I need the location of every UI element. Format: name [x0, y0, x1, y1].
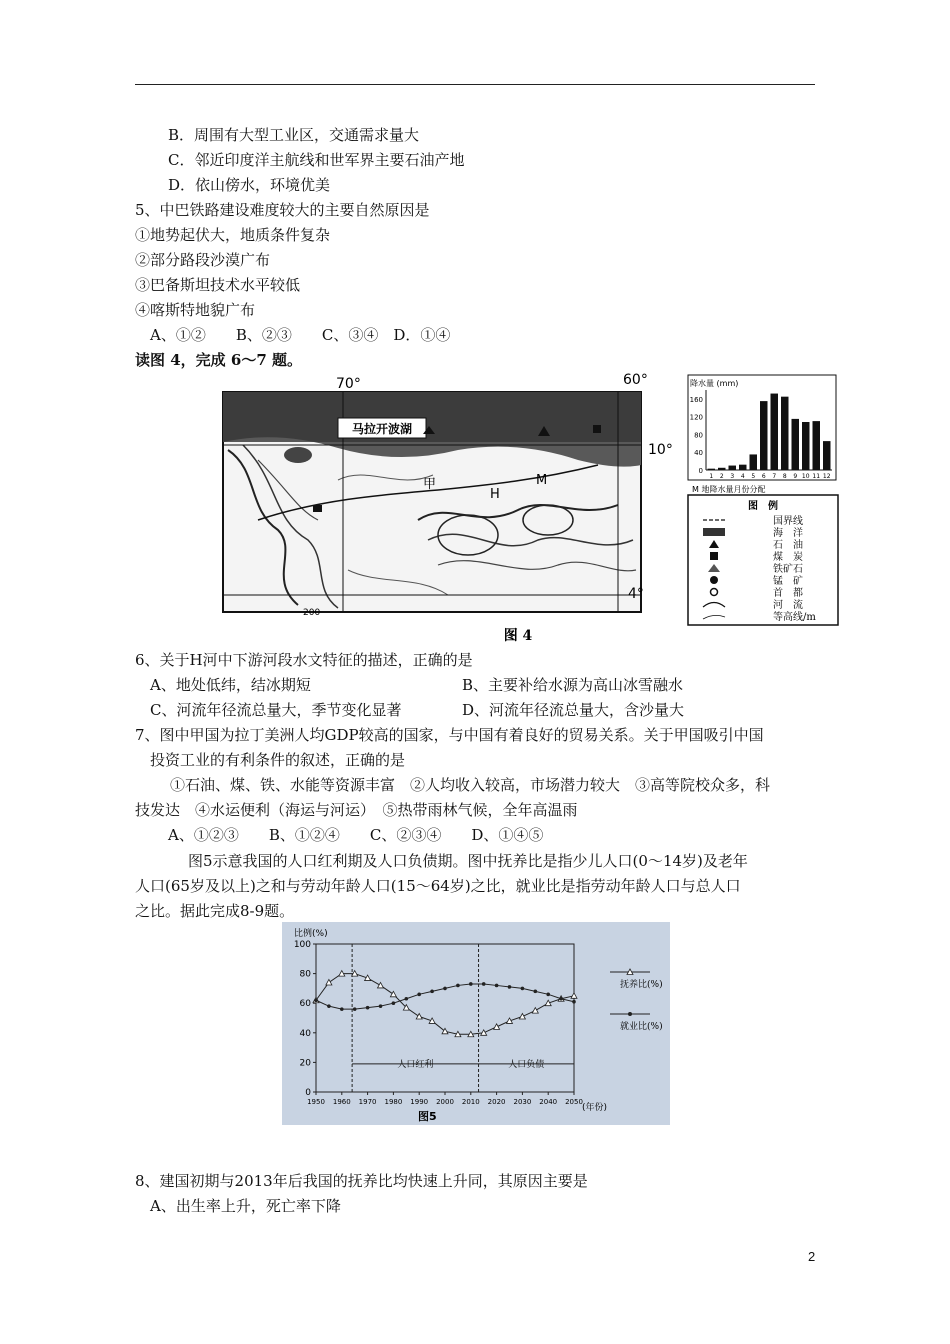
- fig5-legend-label: 就业比(%): [620, 1022, 663, 1032]
- legend-item-label: 河 流: [773, 600, 803, 611]
- fig5-point: [494, 1024, 500, 1030]
- inset-ytick-label: 40: [694, 449, 703, 458]
- figure4-intro: 读图 4，完成 6～7 题。: [135, 351, 302, 369]
- map-legend: [688, 495, 838, 625]
- inset-ytick-label: 0: [698, 467, 703, 475]
- legend-item-label: 石 油: [773, 540, 803, 551]
- figure-4: [218, 370, 858, 645]
- question-8: 8、建国初期与2013年后我国的抚养比均快速上升同，其原因主要是: [135, 1172, 588, 1190]
- lat-4-label: 4°: [628, 586, 644, 602]
- fig5-xtick-label: 2020: [487, 1098, 506, 1106]
- q4-option-b: B．周围有大型工业区，交通需求量大: [168, 126, 420, 144]
- fig5-point: [559, 997, 563, 1001]
- fig5-xtick-label: 1950: [307, 1098, 325, 1106]
- fig5-ytick-label: 20: [299, 1058, 311, 1069]
- fig5-point: [546, 993, 550, 997]
- figure4-caption: 图 4: [503, 628, 533, 644]
- legend-item-label: 煤 炭: [773, 552, 803, 563]
- fig5-point: [519, 1014, 525, 1020]
- country-jia-label: 甲: [423, 477, 437, 492]
- q5-item-3: ③巴备斯坦技术水平较低: [135, 276, 301, 294]
- page-number: 2: [808, 1249, 816, 1264]
- q4-option-c: C．邻近印度洋主航线和世军界主要石油产地: [168, 151, 465, 169]
- fig5-series-line: [316, 974, 574, 1035]
- lake-label: 马拉开波湖: [351, 422, 413, 436]
- inset-bar: [771, 394, 779, 470]
- inset-xlabel: M 地降水量月份分配: [692, 485, 766, 494]
- river-h-label: H: [490, 487, 500, 502]
- fig5-point: [405, 997, 409, 1001]
- inset-ylabel: 降水量 (mm): [690, 379, 739, 388]
- annotation-demographic-debt: 人口负债: [508, 1059, 545, 1070]
- inset-ytick-label: 80: [694, 431, 703, 440]
- inset-bar: [739, 465, 747, 470]
- figure5-intro-line2: 人口(65岁及以上)之和与劳动年龄人口(15～64岁)之比，就业比是指劳动年龄人口与总人口: [135, 877, 741, 895]
- inset-bar: [729, 466, 737, 470]
- fig5-ytick-label: 0: [305, 1088, 311, 1098]
- q6-option-d: D、河流年径流总量大，含沙量大: [462, 701, 685, 719]
- fig5-point: [572, 1000, 576, 1004]
- site-m-label: M: [536, 473, 548, 488]
- fig5-xtick-label: 1960: [332, 1098, 351, 1106]
- fig5-point: [534, 990, 538, 994]
- q6-option-a: A、地处低纬，结冰期短: [150, 676, 311, 694]
- q5-item-4: ④喀斯特地貌广布: [135, 301, 256, 319]
- inset-bar: [823, 441, 831, 470]
- header-rule: [135, 84, 815, 85]
- inset-bar: [718, 468, 726, 470]
- fig5-ytick-label: 60: [299, 999, 311, 1010]
- q7-items-line1: ①石油、煤、铁、水能等资源丰富 ②人均收入较高，市场潜力较大 ③高等院校众多，科: [170, 776, 771, 794]
- fig5-point: [532, 1008, 538, 1014]
- inset-bar: [708, 469, 716, 470]
- question-7-line2: 投资工业的有利条件的叙述，正确的是: [150, 751, 406, 769]
- fig5-point: [378, 982, 384, 988]
- figure-5: [282, 922, 670, 1125]
- fig5-point: [390, 991, 396, 997]
- fig5-point: [430, 990, 434, 994]
- fig5-xtick-label: 2000: [436, 1098, 454, 1106]
- inset-xtick-label: 2: [719, 473, 724, 480]
- legend-item-label: 首 都: [773, 588, 803, 599]
- fig5-point: [571, 993, 577, 999]
- question-6: 6、关于H河中下游河段水文特征的描述，正确的是: [135, 651, 473, 669]
- fig5-point: [392, 1001, 396, 1005]
- legend-item-label: 国界线: [773, 516, 803, 527]
- fig5-point: [366, 1006, 370, 1010]
- fig5-xtick-label: 2050: [565, 1098, 583, 1106]
- question-5: 5、中巴铁路建设难度较大的主要自然原因是: [135, 201, 430, 219]
- inset-xtick-label: 3: [730, 473, 735, 480]
- fig5-ytick-label: 100: [293, 940, 311, 950]
- fig5-point: [417, 993, 421, 997]
- inset-ytick-label: 160: [689, 395, 703, 404]
- fig5-point: [340, 1007, 344, 1011]
- inset-bar: [781, 397, 789, 470]
- figure5-intro-line3: 之比。据此完成8-9题。: [135, 902, 295, 920]
- fig5-point: [508, 985, 512, 989]
- legend-item-label: 铁矿石: [773, 564, 803, 575]
- fig5-ytick-label: 80: [299, 969, 311, 980]
- fig5-point: [326, 979, 332, 985]
- lon-60-label: 60°: [623, 372, 648, 388]
- fig5-xtick-label: 1990: [410, 1098, 429, 1106]
- inset-xtick-label: 4: [740, 473, 745, 480]
- q5-item-1: ①地势起伏大，地质条件复杂: [135, 226, 331, 244]
- fig5-point: [495, 984, 499, 988]
- fig5-legend-label: 抚养比(%): [620, 980, 663, 990]
- fig5-point: [416, 1014, 422, 1020]
- inset-ytick-label: 120: [689, 413, 703, 422]
- fig5-ylabel: 比例(%): [294, 929, 328, 939]
- fig5-xtick-label: 2040: [539, 1098, 558, 1106]
- inset-xtick-label: 6: [761, 473, 766, 480]
- inset-xtick-label: 9: [793, 473, 798, 480]
- inset-xtick-label: 7: [772, 473, 777, 480]
- fig5-point: [314, 998, 318, 1002]
- q7-answers: A、①②③ B、①②④ C、②③④ D、①④⑤: [168, 826, 544, 844]
- fig5-xtick-label: 2030: [513, 1098, 532, 1106]
- inset-xtick-label: 1: [709, 473, 714, 480]
- fig5-caption: 图5: [418, 1110, 437, 1123]
- contour-label: 200: [303, 608, 321, 618]
- legend-item-label: 海 洋: [773, 528, 803, 539]
- legend-title: 图 例: [748, 501, 778, 512]
- fig5-xtick-label: 1970: [358, 1098, 377, 1106]
- question-7-line1: 7、图中甲国为拉丁美洲人均GDP较高的国家，与中国有着良好的贸易关系。关于甲国吸引中国: [135, 726, 764, 744]
- lat-10-label: 10°: [648, 442, 673, 458]
- q8-option-a: A、出生率上升，死亡率下降: [150, 1197, 341, 1215]
- fig5-point: [469, 982, 473, 986]
- inset-xtick-label: 5: [751, 473, 756, 480]
- figure5-intro-line1: 图5示意我国的人口红利期及人口负债期。图中抚养比是指少儿人口(0～14岁)及老年: [188, 852, 748, 870]
- inset-xtick-label: 11: [812, 473, 821, 480]
- precipitation-inset: [688, 375, 836, 494]
- fig5-point: [379, 1004, 383, 1008]
- fig5-xtick-label: 1980: [384, 1098, 403, 1106]
- fig5-xtick-label: 2010: [461, 1098, 480, 1106]
- q7-items-line2: 技发达 ④水运便利（海运与河运） ⑤热带雨林气候，全年高温雨: [135, 801, 578, 819]
- fig5-point: [353, 1007, 357, 1011]
- inset-xtick-label: 10: [801, 473, 810, 480]
- inset-bar: [760, 401, 768, 470]
- inset-xtick-label: 8: [782, 473, 787, 480]
- fig5-point: [521, 987, 525, 991]
- q5-item-2: ②部分路段沙漠广布: [135, 251, 271, 269]
- fig5-xlabel: (年份): [582, 1103, 608, 1113]
- q6-option-c: C、河流年径流总量大，季节变化显著: [150, 701, 402, 719]
- q4-option-d: D．依山傍水，环境优美: [168, 176, 331, 194]
- inset-bar: [813, 421, 821, 470]
- sea-area: [223, 392, 641, 442]
- q5-answers: A、①② B、②③ C、③④ D．①④: [150, 326, 451, 344]
- annotation-demographic-dividend: 人口红利: [397, 1059, 434, 1070]
- inset-xtick-label: 12: [822, 473, 831, 480]
- legend-item-label: 等高线/m: [773, 612, 816, 623]
- fig5-point: [456, 984, 460, 988]
- fig5-ytick-label: 40: [299, 1028, 311, 1039]
- inset-bar: [802, 422, 810, 470]
- legend-item-label: 锰 矿: [773, 576, 803, 587]
- inset-bar: [750, 454, 758, 470]
- q6-option-b: B、主要补给水源为高山冰雪融水: [462, 676, 684, 694]
- fig5-point: [443, 987, 447, 991]
- lon-70-label: 70°: [336, 376, 361, 392]
- inset-bar: [792, 419, 800, 470]
- fig5-point: [482, 982, 486, 986]
- fig5-point: [327, 1004, 331, 1008]
